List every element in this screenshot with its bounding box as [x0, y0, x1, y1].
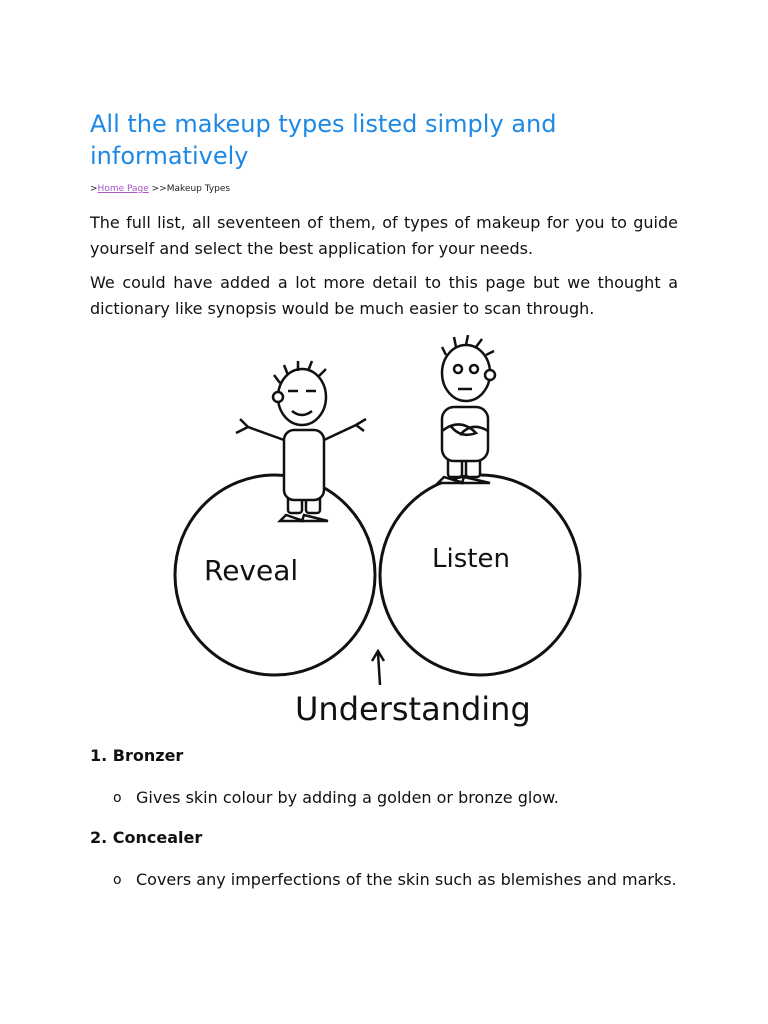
intro-paragraph: We could have added a lot more detail to this page but we thought a dictionary like synopsis would be much easier to scan through.: [90, 273, 678, 318]
breadcrumb-home-link[interactable]: Home Page: [97, 184, 149, 194]
arrow-up-icon: [372, 651, 384, 685]
bullet-text: Covers any imperfections of the skin such as blemishes and marks.: [136, 870, 677, 889]
listen-label: Listen: [432, 544, 510, 574]
breadcrumb: [90, 184, 230, 194]
bullet-text: Gives skin colour by adding a golden or bronze glow.: [136, 788, 559, 807]
breadcrumb-prefix: >: [90, 184, 98, 194]
breadcrumb-separator: >>: [148, 184, 167, 194]
section-heading: 1. Bronzer: [90, 746, 184, 765]
left-person-figure: [236, 361, 366, 521]
page-title: All the makeup types listed simply and informatively: [90, 110, 557, 170]
reveal-label: Reveal: [204, 554, 299, 587]
right-circle: [380, 475, 580, 675]
intro-paragraph: The full list, all seventeen of them, of types of makeup for you to guide yourself and select the best application for your needs.: [90, 213, 678, 258]
venn-diagram-illustration: [160, 335, 600, 735]
breadcrumb-current: Makeup Types: [166, 184, 231, 194]
section-heading: 2. Concealer: [90, 828, 203, 847]
understanding-label: Understanding: [295, 690, 531, 728]
bullet-icon: o: [113, 872, 122, 888]
bullet-icon: o: [113, 790, 122, 806]
right-person-figure: [438, 335, 495, 483]
